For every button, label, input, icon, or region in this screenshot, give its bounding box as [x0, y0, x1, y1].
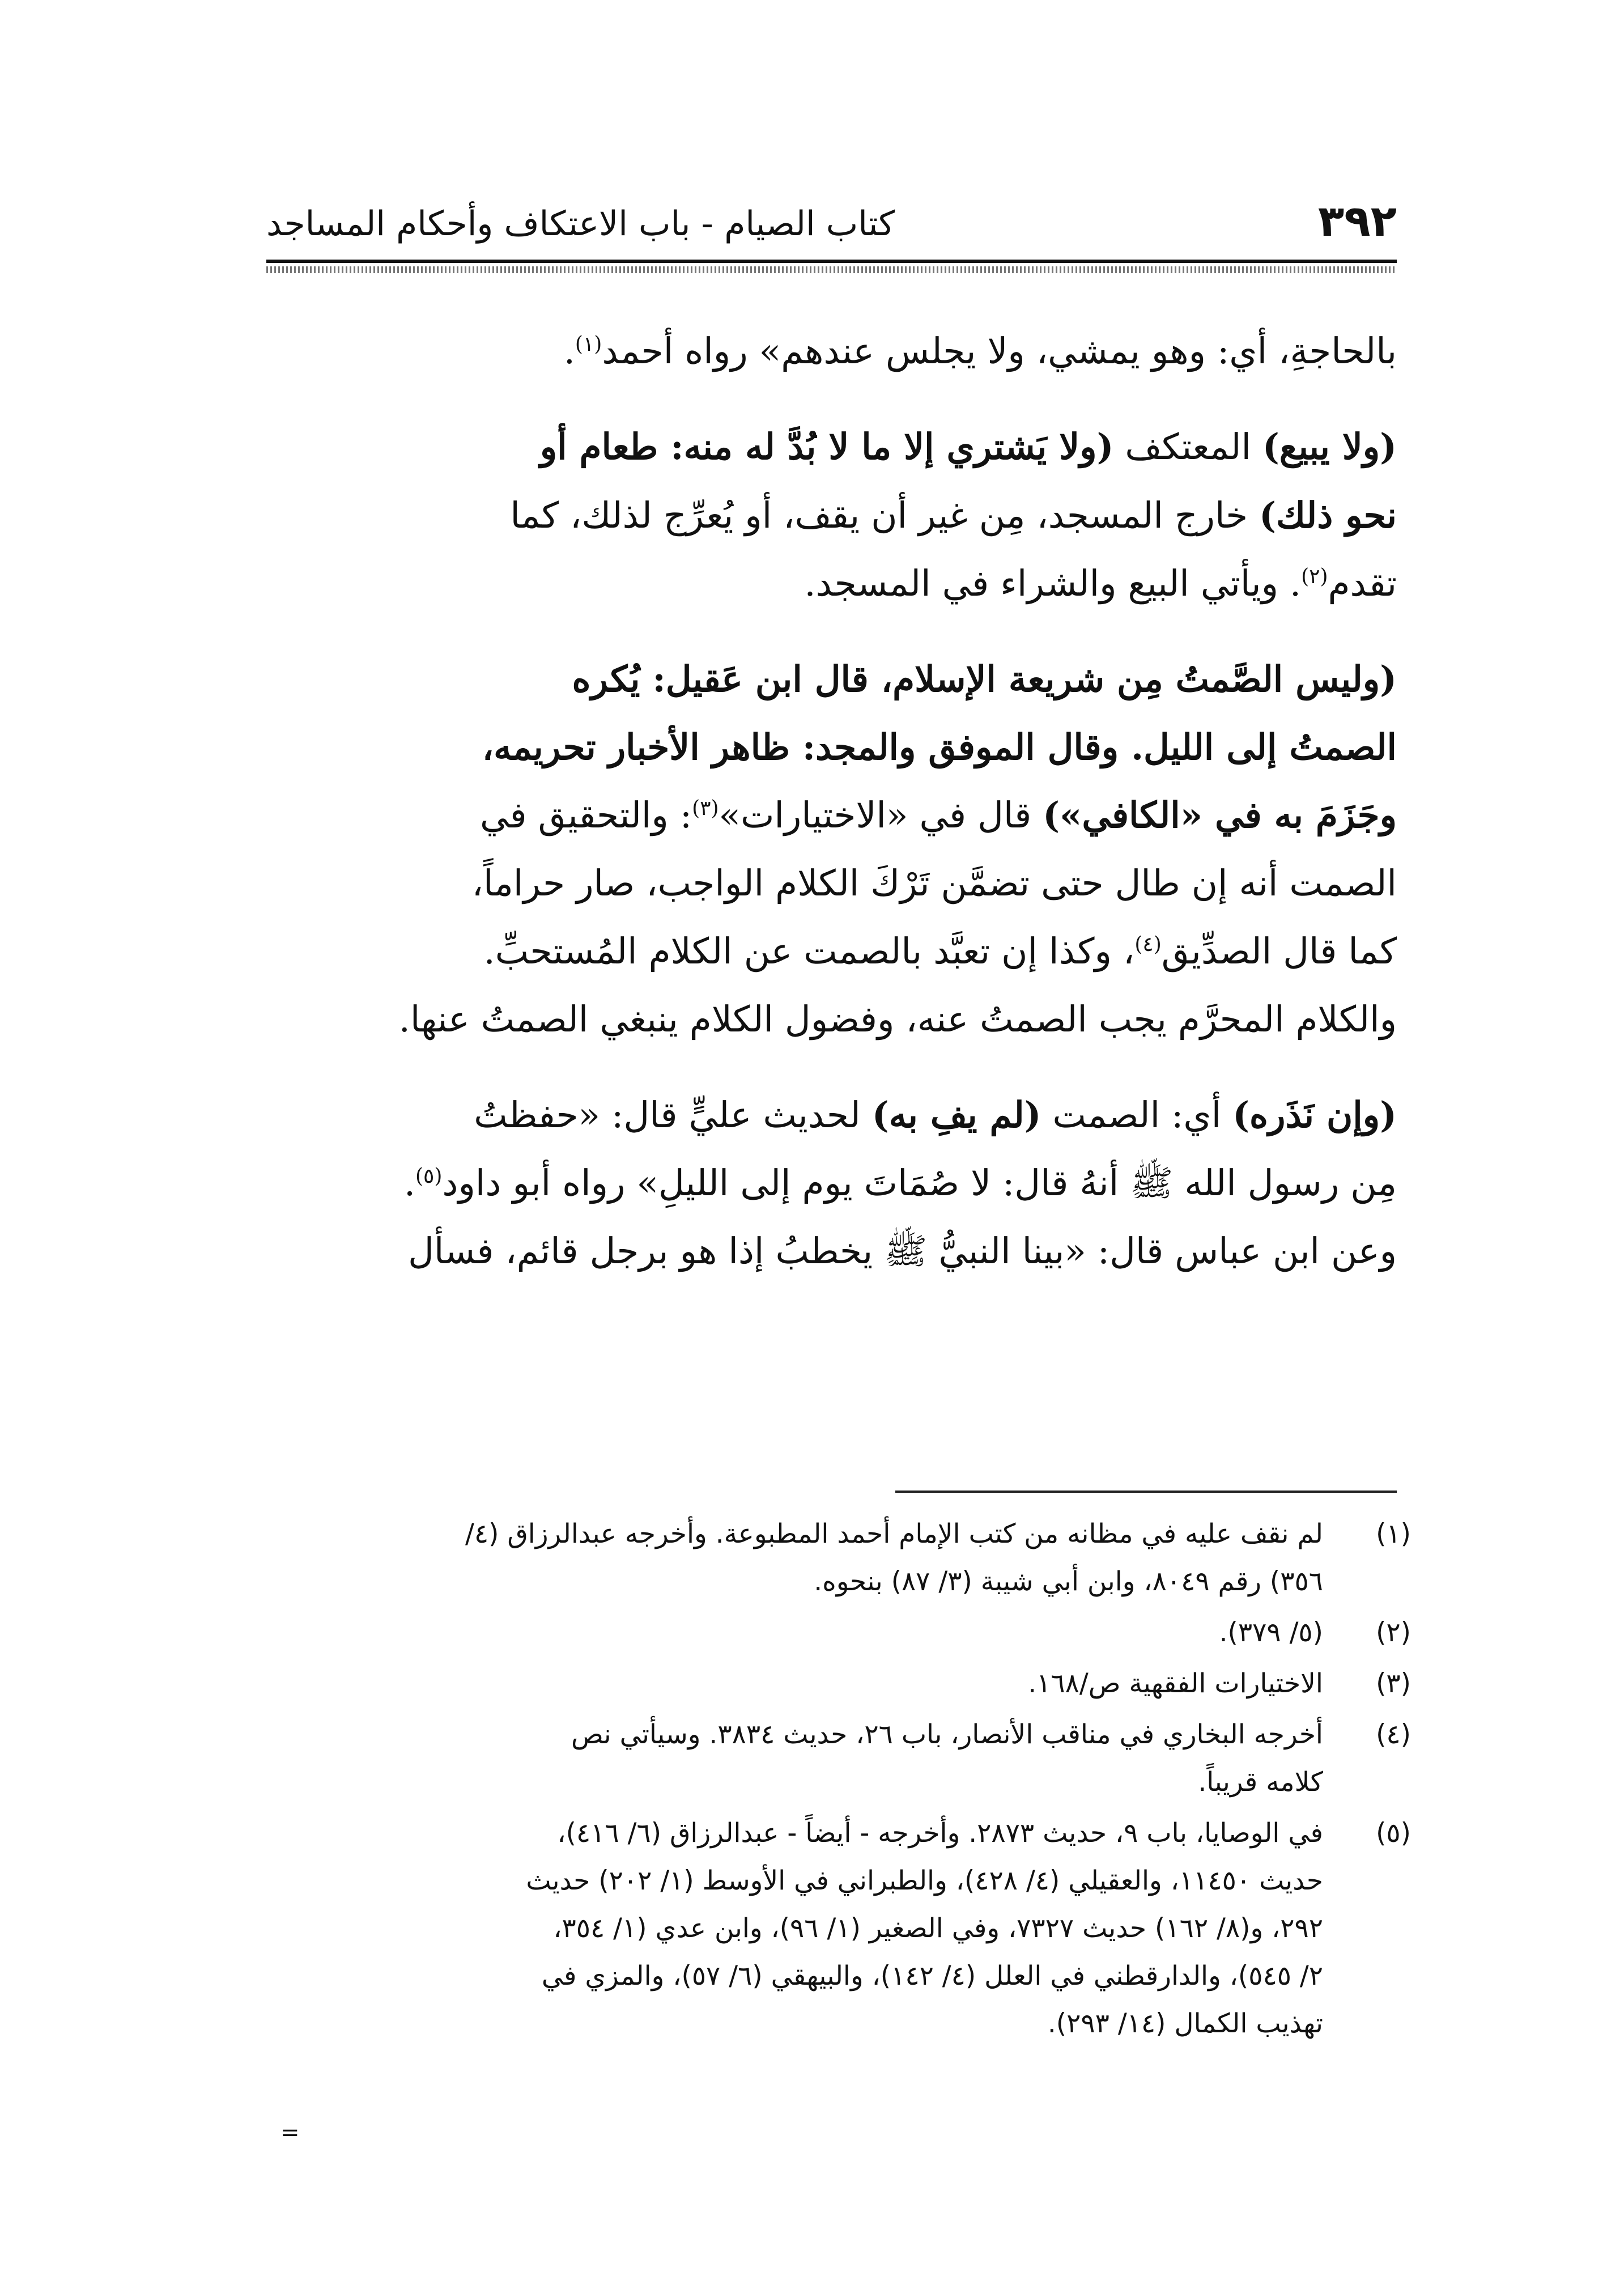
text-line [266, 413, 1397, 481]
text-line [266, 317, 1397, 385]
footnote-number: (٢) [1376, 1617, 1411, 1648]
matn-text: (لم يفِ به) [871, 1094, 1041, 1136]
text-line: الصمت أنه إن طال حتى تضمَّن تَرْكَ الكلام الواجب، صار حراماً، [471, 863, 1397, 904]
paragraph-4 [266, 1081, 1397, 1285]
text-run: . [403, 1162, 415, 1204]
text-line: (وليس الصَّمتُ مِن شريعة الإسلام، قال ابن عَقيل: يُكره [572, 658, 1397, 700]
text-run: . ويأتي البيع والشراء في المسجد. [804, 563, 1302, 604]
footnote-line: ٣٥٦) رقم ٨٠٤٩، وابن أبي شيبة (٣/ ٨٧) بنحوه. [814, 1566, 1323, 1597]
matn-text: وجَزَمَ به في «الكافي») [1043, 794, 1397, 836]
text-run: خارج المسجد، مِن غير أن يقف، أو يُعرِّج لذلك، كما [510, 495, 1260, 536]
text-line [266, 781, 1397, 850]
footnote-2 [266, 1609, 1411, 1657]
text-line [266, 1149, 1397, 1217]
paragraph-3 [266, 645, 1397, 1054]
footnote-ref: (٢) [1301, 565, 1328, 588]
footnote-ref: (١) [575, 333, 602, 356]
matn-text: (ولا يَشتري إلا ما لا بُدَّ له منه: طعام أو [539, 426, 1114, 468]
footnote-line: تهذيب الكمال (١٤/ ٢٩٣). [1047, 2008, 1323, 2039]
text-run: . [563, 330, 575, 372]
footnote-line: ٢٩٢، و(٨/ ١٦٢) حديث ٧٣٢٧، وفي الصغير (١/ ٩٦)، وابن عدي (١/ ٣٥٤، [553, 1913, 1323, 1944]
paragraph-1 [266, 317, 1397, 385]
text-line: وعن ابن عباس قال: «بينا النبيُّ ﷺ يخطبُ إذا هو برجل قائم، فسأل [408, 1230, 1397, 1272]
text-run: قال في «الاختيارات» [719, 795, 1043, 836]
text-line [266, 481, 1397, 550]
footnote-3 [266, 1660, 1411, 1708]
footnote-4 [266, 1711, 1411, 1806]
footnote-ref: (٥) [415, 1165, 443, 1188]
footnote-number: (١) [1376, 1518, 1411, 1549]
text-run: بالحاجةِ، أي: وهو يمشي، ولا يجلس عندهم» رواه أحمد [602, 330, 1397, 372]
footnote-line: أخرجه البخاري في مناقب الأنصار، باب ٢٦، حديث ٣٨٣٤. وسيأتي نص [571, 1719, 1323, 1750]
text-line: الصمتُ إلى الليل. وقال الموفق والمجد: ظاهر الأخبار تحريمه، [482, 726, 1397, 768]
footnote-separator [895, 1491, 1397, 1493]
text-run: ، وكذا إن تعبَّد بالصمت عن الكلام المُستحبِّ. [483, 931, 1135, 972]
header-rule [266, 260, 1397, 263]
text-line [266, 550, 1397, 618]
matn-text: نحو ذلك) [1259, 494, 1397, 536]
text-run: كما قال الصدِّيق [1161, 931, 1397, 972]
footnote-line: (٥/ ٣٧٩). [1219, 1617, 1323, 1648]
text-run: تقدم [1328, 563, 1397, 604]
footnote-number: (٥) [1376, 1818, 1411, 1849]
header-rule-dotted [266, 266, 1397, 273]
footnote-ref: (٣) [692, 797, 719, 820]
text-run: المعتكف [1113, 426, 1262, 468]
main-text [266, 317, 1397, 1285]
footnote-number: (٣) [1376, 1668, 1411, 1699]
footnote-line: كلامه قريباً. [1198, 1767, 1323, 1798]
footnote-line: في الوصايا، باب ٩، حديث ٢٨٧٣. وأخرجه - أيضاً - عبدالرزاق (٦/ ٤١٦)، [557, 1818, 1323, 1849]
text-run: أي: الصمت [1041, 1094, 1233, 1136]
paragraph-2 [266, 413, 1397, 618]
text-run: : والتحقيق في [479, 795, 692, 836]
matn-text: (وإن نَذَره) [1232, 1094, 1397, 1136]
footnote-5 [266, 1810, 1411, 2048]
running-title: كتاب الصيام - باب الاعتكاف وأحكام المساجد [266, 204, 895, 244]
footnote-line: حديث ١١٤٥٠، والعقيلي (٤/ ٤٢٨)، والطبراني في الأوسط (١/ ٢٠٢) حديث [526, 1865, 1323, 1896]
footnote-1 [266, 1510, 1411, 1606]
text-line [266, 1081, 1397, 1149]
footnote-number: (٤) [1376, 1719, 1411, 1750]
continuation-mark: = [280, 2120, 300, 2146]
text-line: والكلام المحرَّم يجب الصمتُ عنه، وفضول الكلام ينبغي الصمتُ عنها. [398, 999, 1397, 1040]
text-run: لحديث عليٍّ قال: «حفظتُ [474, 1094, 872, 1136]
text-line [266, 918, 1397, 986]
text-run: مِن رسول الله ﷺ أنهُ قال: لا صُمَاتَ يوم إلى الليلِ» رواه أبو داود [442, 1162, 1397, 1204]
footnote-ref: (٤) [1134, 933, 1162, 956]
matn-text: (ولا يبيع) [1262, 426, 1397, 468]
footnote-line: الاختيارات الفقهية ص/١٦٨. [1028, 1668, 1323, 1699]
footnote-line: ٢/ ٥٤٥)، والدارقطني في العلل (٤/ ١٤٢)، والبيهقي (٦/ ٥٧)، والمزي في [541, 1960, 1323, 1991]
page-number: ٣٩٢ [1317, 196, 1397, 246]
footnote-line: لم نقف عليه في مظانه من كتب الإمام أحمد المطبوعة. وأخرجه عبدالرزاق (٤/ [465, 1518, 1323, 1549]
footnotes [266, 1510, 1411, 2051]
